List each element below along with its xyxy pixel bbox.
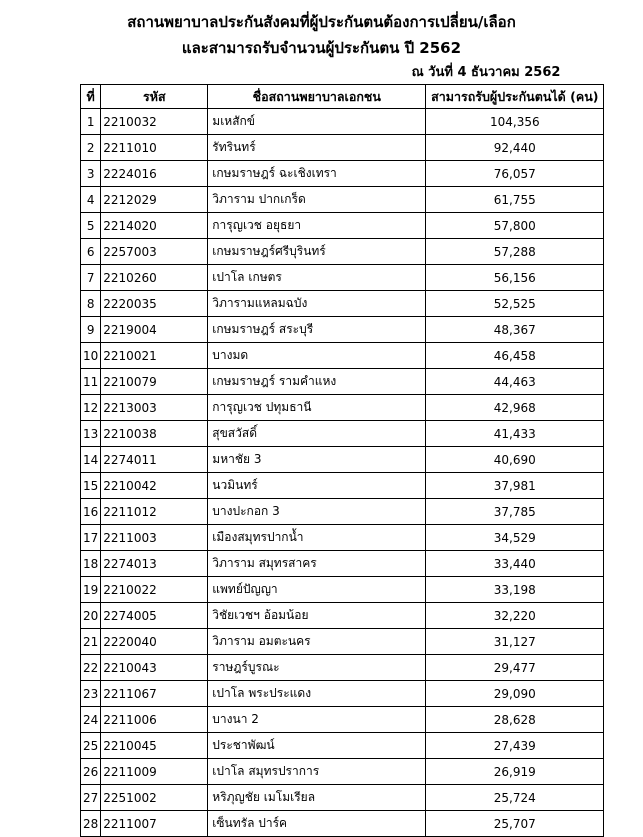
row-number: 26 xyxy=(81,759,101,785)
row-number: 4 xyxy=(81,187,101,213)
capacity-value: 76,057 xyxy=(426,161,604,187)
row-number: 23 xyxy=(81,681,101,707)
capacity-value: 42,968 xyxy=(426,395,604,421)
hospital-code: 2210043 xyxy=(101,655,208,681)
capacity-value: 57,288 xyxy=(426,239,604,265)
hospital-name: เปาโล พระประแดง xyxy=(208,681,426,707)
capacity-value: 25,724 xyxy=(426,785,604,811)
table-row xyxy=(81,369,604,395)
row-number: 16 xyxy=(81,499,101,525)
table-row xyxy=(81,655,604,681)
row-number: 18 xyxy=(81,551,101,577)
hospital-name: เซ็นทรัล ปาร์ค xyxy=(208,811,426,837)
capacity-value: 46,458 xyxy=(426,343,604,369)
hospital-name: ประชาพัฒน์ xyxy=(208,733,426,759)
hospital-code: 2220035 xyxy=(101,291,208,317)
capacity-value: 40,690 xyxy=(426,447,604,473)
table-row xyxy=(81,109,604,135)
hospital-name: บางมด xyxy=(208,343,426,369)
row-number: 22 xyxy=(81,655,101,681)
row-number: 12 xyxy=(81,395,101,421)
row-number: 25 xyxy=(81,733,101,759)
capacity-value: 27,439 xyxy=(426,733,604,759)
hospital-code: 2219004 xyxy=(101,317,208,343)
table-row xyxy=(81,421,604,447)
hospital-code: 2274011 xyxy=(101,447,208,473)
capacity-value: 33,198 xyxy=(426,577,604,603)
table-row xyxy=(81,213,604,239)
hospital-name: วิชัยเวชฯ อ้อมน้อย xyxy=(208,603,426,629)
table-row xyxy=(81,135,604,161)
hospital-code: 2220040 xyxy=(101,629,208,655)
capacity-value: 48,367 xyxy=(426,317,604,343)
hospital-code: 2211012 xyxy=(101,499,208,525)
hospital-name: การุญเวช อยุธยา xyxy=(208,213,426,239)
hospital-name: วิภาราม สมุทรสาคร xyxy=(208,551,426,577)
table-row xyxy=(81,343,604,369)
capacity-value: 52,525 xyxy=(426,291,604,317)
capacity-value: 32,220 xyxy=(426,603,604,629)
hospital-code: 2274005 xyxy=(101,603,208,629)
capacity-value: 29,477 xyxy=(426,655,604,681)
table-row xyxy=(81,577,604,603)
hospital-name: เกษมราษฎร์ รามคำแหง xyxy=(208,369,426,395)
table-row xyxy=(81,733,604,759)
hospital-name: เมืองสมุทรปากน้ำ xyxy=(208,525,426,551)
column-header-code: รหัส xyxy=(101,85,208,109)
row-number: 20 xyxy=(81,603,101,629)
hospital-code: 2251002 xyxy=(101,785,208,811)
hospital-code: 2214020 xyxy=(101,213,208,239)
row-number: 15 xyxy=(81,473,101,499)
row-number: 1 xyxy=(81,109,101,135)
row-number: 5 xyxy=(81,213,101,239)
capacity-value: 56,156 xyxy=(426,265,604,291)
table-row xyxy=(81,291,604,317)
hospital-code: 2211067 xyxy=(101,681,208,707)
table-row xyxy=(81,317,604,343)
capacity-value: 28,628 xyxy=(426,707,604,733)
column-header-no: ที่ xyxy=(81,85,101,109)
hospital-code: 2210038 xyxy=(101,421,208,447)
hospital-code: 2210032 xyxy=(101,109,208,135)
row-number: 28 xyxy=(81,811,101,837)
capacity-value: 34,529 xyxy=(426,525,604,551)
column-header-capacity: สามารถรับผู้ประกันตนได้ (คน) xyxy=(426,85,604,109)
row-number: 24 xyxy=(81,707,101,733)
table-row xyxy=(81,447,604,473)
row-number: 13 xyxy=(81,421,101,447)
row-number: 8 xyxy=(81,291,101,317)
row-number: 10 xyxy=(81,343,101,369)
hospital-code: 2210079 xyxy=(101,369,208,395)
hospital-code: 2211006 xyxy=(101,707,208,733)
hospital-name: เปาโล เกษตร xyxy=(208,265,426,291)
hospital-name: เกษมราษฎร์ ฉะเชิงเทรา xyxy=(208,161,426,187)
capacity-value: 37,981 xyxy=(426,473,604,499)
hospital-code: 2211007 xyxy=(101,811,208,837)
table-row xyxy=(81,395,604,421)
hospital-name: สุขสวัสดิ์ xyxy=(208,421,426,447)
row-number: 19 xyxy=(81,577,101,603)
as-of-date: ณ วันที่ 4 ธันวาคม 2562 xyxy=(411,65,561,80)
hospital-name: นวมินทร์ xyxy=(208,473,426,499)
row-number: 11 xyxy=(81,369,101,395)
row-number: 2 xyxy=(81,135,101,161)
capacity-value: 29,090 xyxy=(426,681,604,707)
hospital-name: รัทรินทร์ xyxy=(208,135,426,161)
hospital-name: มหาชัย 3 xyxy=(208,447,426,473)
capacity-value: 33,440 xyxy=(426,551,604,577)
table-row xyxy=(81,473,604,499)
document-subtitle: และสามารถรับจำนวนผู้ประกันตน ปี 2562 xyxy=(181,39,462,57)
table-row xyxy=(81,239,604,265)
hospital-name: เกษมราษฎร์ศรีบุรินทร์ xyxy=(208,239,426,265)
table-row xyxy=(81,499,604,525)
table-row xyxy=(81,187,604,213)
table-header-row xyxy=(81,85,604,109)
capacity-value: 25,707 xyxy=(426,811,604,837)
row-number: 9 xyxy=(81,317,101,343)
hospital-name: ราษฎร์บูรณะ xyxy=(208,655,426,681)
hospital-code: 2211003 xyxy=(101,525,208,551)
table-row xyxy=(81,161,604,187)
table-row xyxy=(81,785,604,811)
hospital-code: 2210260 xyxy=(101,265,208,291)
capacity-value: 92,440 xyxy=(426,135,604,161)
row-number: 21 xyxy=(81,629,101,655)
hospital-name: วิภาราม ปากเกร็ด xyxy=(208,187,426,213)
hospital-name: วิภาราม อมตะนคร xyxy=(208,629,426,655)
row-number: 6 xyxy=(81,239,101,265)
capacity-value: 31,127 xyxy=(426,629,604,655)
row-number: 7 xyxy=(81,265,101,291)
hospital-name: วิภารามแหลมฉบัง xyxy=(208,291,426,317)
document-title: สถานพยาบาลประกันสังคมที่ผู้ประกันตนต้องการเปลี่ยน/เลือก xyxy=(127,13,516,31)
capacity-value: 37,785 xyxy=(426,499,604,525)
hospital-name: แพทย์ปัญญา xyxy=(208,577,426,603)
hospital-code: 2210042 xyxy=(101,473,208,499)
capacity-value: 44,463 xyxy=(426,369,604,395)
table-row xyxy=(81,759,604,785)
hospital-name: หริภุญชัย เมโมเรียล xyxy=(208,785,426,811)
table-row xyxy=(81,525,604,551)
hospital-code: 2210045 xyxy=(101,733,208,759)
table-row xyxy=(81,629,604,655)
hospital-name: บางปะกอก 3 xyxy=(208,499,426,525)
capacity-value: 61,755 xyxy=(426,187,604,213)
hospital-code: 2210022 xyxy=(101,577,208,603)
hospital-code: 2211009 xyxy=(101,759,208,785)
hospital-code: 2210021 xyxy=(101,343,208,369)
table-row xyxy=(81,551,604,577)
table-row xyxy=(81,681,604,707)
hospital-table xyxy=(80,84,604,837)
hospital-name: บางนา 2 xyxy=(208,707,426,733)
hospital-code: 2274013 xyxy=(101,551,208,577)
capacity-value: 41,433 xyxy=(426,421,604,447)
hospital-code: 2212029 xyxy=(101,187,208,213)
hospital-name: เปาโล สมุทรปราการ xyxy=(208,759,426,785)
hospital-name: เกษมราษฎร์ สระบุรี xyxy=(208,317,426,343)
hospital-name: มเหสักข์ xyxy=(208,109,426,135)
hospital-code: 2211010 xyxy=(101,135,208,161)
hospital-name: การุญเวช ปทุมธานี xyxy=(208,395,426,421)
table-row xyxy=(81,603,604,629)
row-number: 14 xyxy=(81,447,101,473)
hospital-code: 2213003 xyxy=(101,395,208,421)
capacity-value: 57,800 xyxy=(426,213,604,239)
row-number: 17 xyxy=(81,525,101,551)
column-header-hospital-name: ชื่อสถานพยาบาลเอกชน xyxy=(208,85,426,109)
table-row xyxy=(81,265,604,291)
table-row xyxy=(81,707,604,733)
row-number: 27 xyxy=(81,785,101,811)
hospital-code: 2224016 xyxy=(101,161,208,187)
capacity-value: 26,919 xyxy=(426,759,604,785)
row-number: 3 xyxy=(81,161,101,187)
capacity-value: 104,356 xyxy=(426,109,604,135)
hospital-code: 2257003 xyxy=(101,239,208,265)
